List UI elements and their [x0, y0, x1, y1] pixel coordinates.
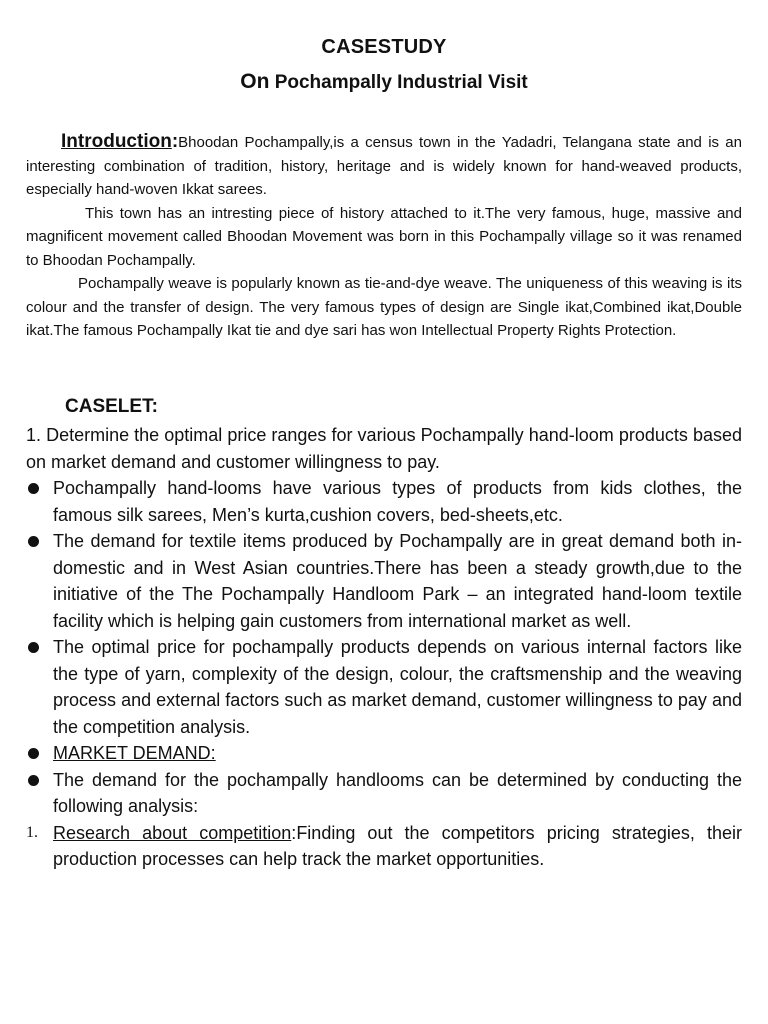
introduction-heading-text: Introduction [61, 131, 172, 152]
bullet-item: The demand for textile items produced by Pochampally are in great demand both in-domestic and in West Asian countries.There has been a steady growth,due to the initiative of the The Pochampally Handloom Park – an integrated hand-loom textile facility which is helping gain customers from international market as well. [26, 528, 742, 634]
item-number: 1. [26, 823, 38, 841]
item-label: Research about competition [53, 822, 292, 843]
intro-paragraph-3: Pochampally weave is popularly known as tie-and-dye weave. The uniqueness of this weaving is its colour and the transfer of design. The very famous types of design are Single ikat,Combined ikat,Double ikat.The famous Pochampally Ikat tie and dye sari has won Intellectual Property Rights Protection. [26, 275, 742, 339]
caselet-bullet-list [26, 475, 742, 820]
numbered-list [26, 820, 742, 873]
subtitle-text: Pochampally Industrial Visit [274, 72, 528, 93]
numbered-item [26, 820, 742, 873]
item-text: Finding out the competitors pricing strategies, their production processes can help track the market opportunities. [53, 822, 742, 869]
bullet-item: The demand for the pochampally handlooms can be determined by conducting the following analysis: [26, 767, 742, 820]
bullet-item-market-demand [26, 740, 742, 767]
market-demand-heading: MARKET DEMAND: [53, 743, 216, 763]
intro-paragraph-1-text: Bhoodan Pochampally,is a census town in the Yadadri, Telangana state and is an interesting combination of tradition, history, heritage and is widely known for hand-weaved products, especially hand-woven Ikkat sarees. [26, 134, 742, 198]
caselet-section [26, 422, 742, 873]
introduction-heading [61, 131, 172, 152]
bullet-item: The optimal price for pochampally products depends on various internal factors like the type of yarn, complexity of the design, colour, the craftsmenship and the weaving process and external factors such as market demand, customer willingness to pay and the competition analysis. [26, 634, 742, 740]
subtitle-prefix: On [240, 70, 270, 93]
intro-paragraph-1 [26, 130, 742, 202]
document-title: CASESTUDY [321, 36, 447, 58]
introduction-heading-colon: : [171, 131, 179, 152]
introduction-section [26, 130, 742, 343]
intro-paragraph-2: This town has an intresting piece of history attached to it.The very famous, huge, massive and magnificent movement called Bhoodan Movement was born in this Pochampally village so it was renamed to Bhoodan Pochampally. [26, 204, 742, 269]
caselet-heading: CASELET: [65, 396, 158, 417]
document-subtitle [26, 70, 742, 94]
bullet-item: Pochampally hand-looms have various types of products from kids clothes, the famous silk sarees, Men’s kurta,cushion covers, bed-sheets,etc. [26, 475, 742, 528]
caselet-question: 1. Determine the optimal price ranges for various Pochampally hand-loom products based on market demand and customer willingness to pay. [26, 425, 742, 472]
item-separator: : [291, 822, 297, 843]
